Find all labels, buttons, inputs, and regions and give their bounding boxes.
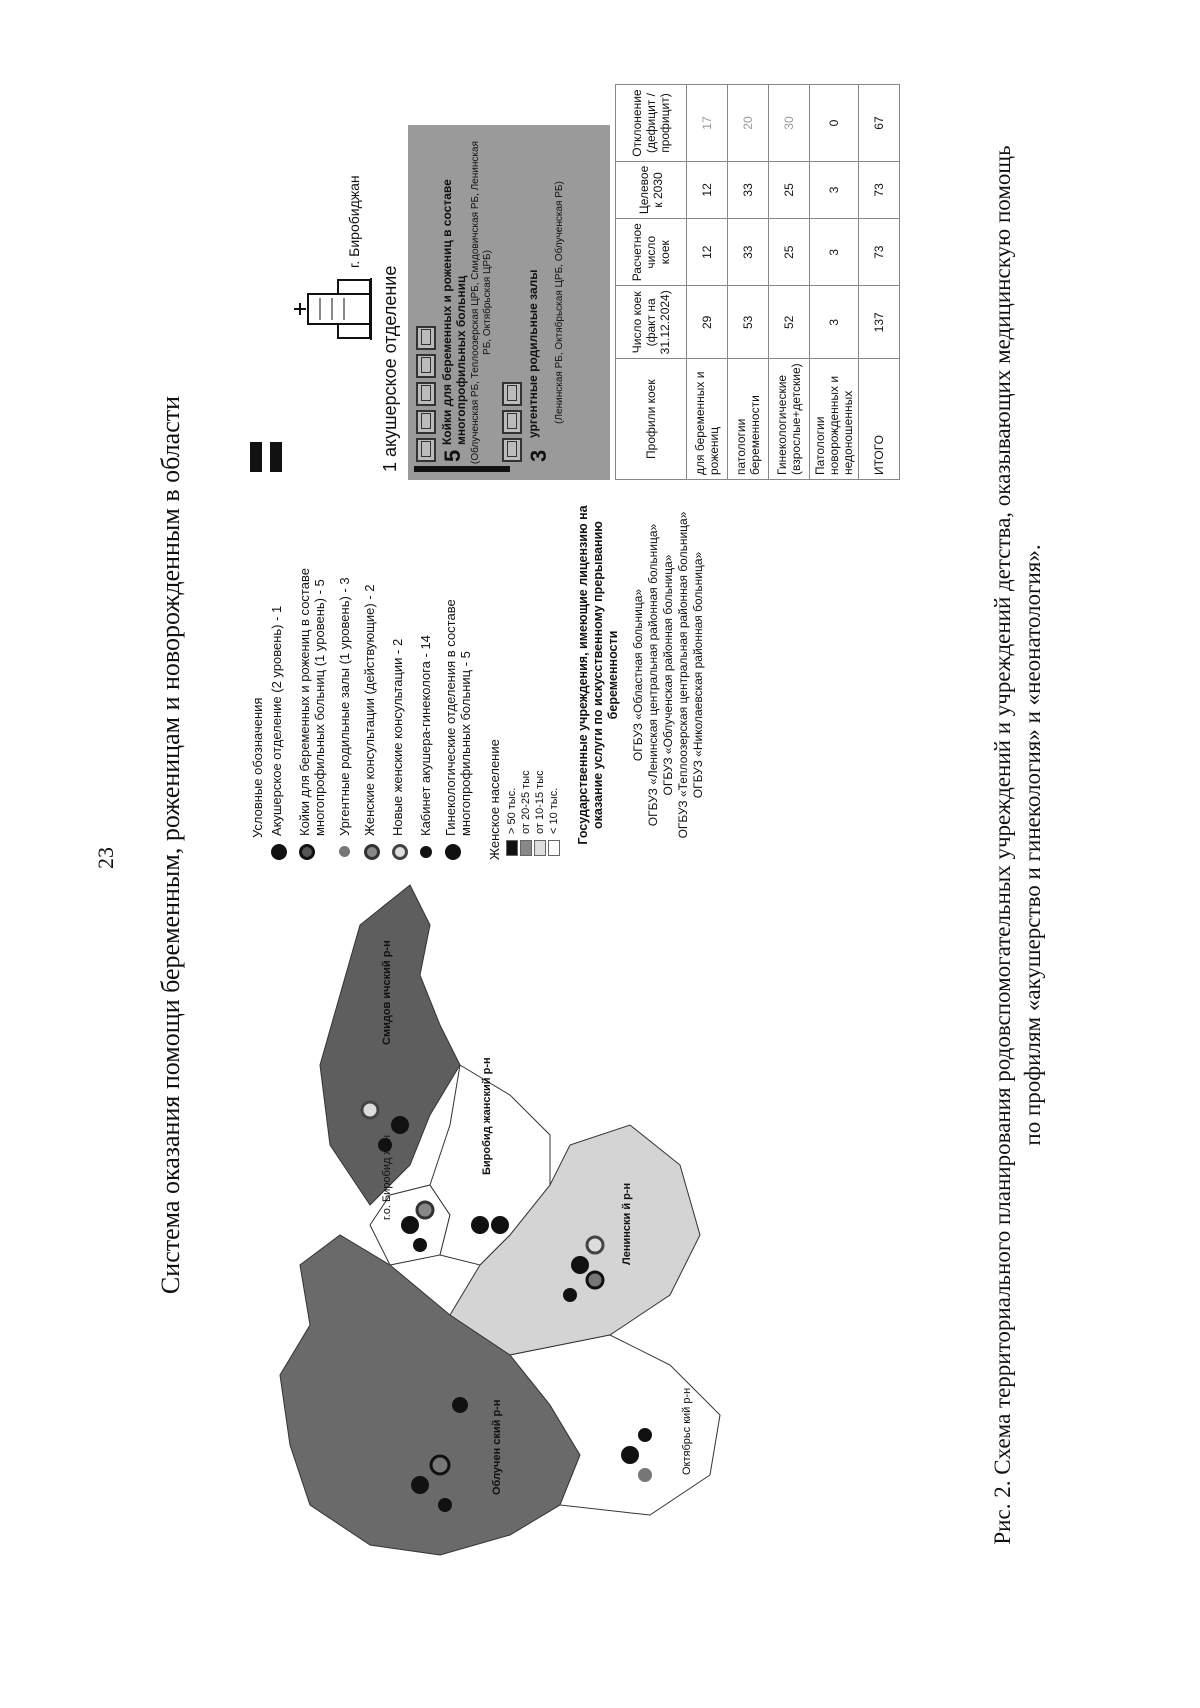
- facility-dot-icon: [621, 1446, 639, 1464]
- swatch-icon: [506, 840, 518, 856]
- legend-item: [362, 490, 380, 860]
- table-row: [859, 85, 900, 480]
- bed-icon: [502, 438, 522, 462]
- district-label: Смидов ичский р-н: [381, 940, 393, 1045]
- facility-dot-icon: [411, 1476, 429, 1494]
- table-cell: 67: [859, 85, 900, 161]
- swatch-icon: [548, 840, 560, 856]
- hospital-item: ОГБУЗ «Ленинская центральная районная больница»: [646, 523, 660, 827]
- facility-dot-icon: [491, 1216, 509, 1234]
- table-cell: 3: [810, 286, 859, 359]
- table-header-row: [616, 85, 687, 480]
- population-item: [506, 490, 518, 856]
- population-item: [548, 490, 560, 856]
- table-cell: 25: [769, 219, 810, 286]
- population-item: [520, 490, 532, 856]
- table-cell: 73: [859, 219, 900, 286]
- beds-table: [615, 84, 900, 480]
- bed-icon: [416, 410, 436, 434]
- figure-caption: Рис. 2. Схема территориального планирования родовспомогательных учреждений и учреждений детства, оказывающих медицинскую помощь по профилям «акушерство и гинекология» и «неонатология».: [990, 145, 1045, 1545]
- bed-icon: [416, 354, 436, 378]
- legend-item-text: Женские консультации (действующие) - 2: [362, 584, 377, 836]
- table-header: Целевое к 2030: [616, 161, 687, 218]
- table-cell: Гинекологические (взрослые+детские): [769, 359, 810, 480]
- page-number: 23: [93, 847, 118, 869]
- map-legend: [250, 490, 706, 860]
- bed-icon: [416, 438, 436, 462]
- capacity-box: [408, 125, 610, 480]
- table-cell: 20: [728, 85, 769, 161]
- legend-item-text: Койки для беременных и рожениц в составе многопрофильных больниц (1 уровень) - 5: [297, 568, 327, 836]
- population-label: от 10-15 тыс: [534, 770, 546, 834]
- population-item: [534, 490, 546, 856]
- table-cell: 0: [810, 85, 859, 161]
- region-map: [250, 875, 770, 1565]
- bed-icon: [416, 382, 436, 406]
- obstetric-panel: [250, 125, 610, 480]
- facility-dot-icon: [471, 1216, 489, 1234]
- table-header: Профили коек: [616, 359, 687, 480]
- speck-dot-icon: [339, 846, 350, 857]
- swatch-icon: [534, 840, 546, 856]
- dark-dot-icon: [299, 844, 315, 860]
- hospital-item: ОГБУЗ «Теплоозерская центральная районная больница»: [676, 511, 690, 839]
- table-cell: 17: [687, 85, 728, 161]
- light-ring-icon: [392, 844, 408, 860]
- facility-dot-icon: [431, 1456, 449, 1474]
- small-black-dot-icon: [420, 846, 432, 858]
- legend-item: [418, 490, 433, 860]
- legend-item-text: Акушерское отделение (2 уровень) - 1: [269, 605, 284, 836]
- population-label: от 20-25 тыс: [520, 770, 532, 834]
- table-row: [769, 85, 810, 480]
- bed-icon: [416, 326, 436, 350]
- table-cell: патологии беременности: [728, 359, 769, 480]
- district-label: Биробид жанский р-н: [481, 1057, 493, 1175]
- facility-dot-icon: [587, 1272, 603, 1288]
- black-dot-icon: [445, 844, 461, 860]
- beds-sub: (Облученская РБ, Теплоозерская ЦРБ, Смидовичская РБ, Ленинская РБ, Октябрьская ЦРБ): [470, 141, 493, 464]
- facility-dot-icon: [413, 1238, 427, 1252]
- table-header: Число коек (факт на 31.12.2024): [616, 286, 687, 359]
- bed-icon: [502, 382, 522, 406]
- legend-item: [390, 490, 408, 860]
- black-dot-icon: [271, 844, 287, 860]
- urgent-sub: (Ленинская РБ, Октябрьская ЦРБ, Облученская РБ): [554, 181, 565, 424]
- beds-row: [440, 135, 468, 470]
- legend-item: [337, 490, 352, 860]
- facility-dot-icon: [362, 1102, 378, 1118]
- facility-dot-icon: [401, 1216, 419, 1234]
- level-bar-icon: [414, 466, 510, 472]
- state-institutions-title: Государственные учреждения, имеющие лицензию на оказание услуги по искусственному прерыванию беременности: [576, 505, 620, 845]
- facility-dot-icon: [638, 1468, 652, 1482]
- bed-icon: [502, 410, 522, 434]
- hospital-item: ОГБУЗ «Николаевская районная больница»: [691, 551, 705, 799]
- facility-dot-icon: [438, 1498, 452, 1512]
- urgent-count: 3: [526, 449, 551, 462]
- table-row: [728, 85, 769, 480]
- facility-dot-icon: [571, 1256, 589, 1274]
- urgent-text: ургентные родильные залы: [526, 269, 540, 438]
- table-header: Расчетное число коек: [616, 219, 687, 286]
- level-bars-icon: [250, 442, 320, 472]
- legend-item-text: Гинекологические отделения в составе многопрофильных больниц - 5: [443, 599, 473, 836]
- table-cell: 12: [687, 219, 728, 286]
- map-svg: [250, 875, 770, 1565]
- hospital-building-icon: [294, 278, 372, 340]
- legend-heading: Условные обозначения: [250, 697, 265, 838]
- beds-count: 5: [440, 449, 465, 462]
- rotated-figure: [150, 89, 1050, 1595]
- table-header: Отклонение (дефицит / профицит): [616, 85, 687, 161]
- bed-icons: [416, 135, 436, 462]
- legend-item: [269, 490, 287, 860]
- facility-dot-icon: [391, 1116, 409, 1134]
- obstetric-label: 1 акушерское отделение: [380, 265, 400, 472]
- facility-dot-icon: [587, 1237, 603, 1253]
- population-label: < 10 тыс.: [548, 787, 560, 834]
- facility-dot-icon: [638, 1428, 652, 1442]
- delivery-room-icons: [502, 135, 522, 462]
- table-cell: 25: [769, 161, 810, 218]
- table-cell: 29: [687, 286, 728, 359]
- table-cell: 30: [769, 85, 810, 161]
- table-cell: Патологии новорожденных и недоношенных: [810, 359, 859, 480]
- urgent-row: [526, 135, 552, 470]
- table-cell: 3: [810, 161, 859, 218]
- district-label: Ленински й р-н: [621, 1182, 633, 1265]
- district-label: Октябрьс кий р-н: [681, 1387, 693, 1475]
- district-label: г.о. Биробид жан: [381, 1134, 393, 1220]
- legend-item-text: Ургентные родильные залы (1 уровень) - 3: [337, 577, 352, 836]
- legend-item-text: Новые женские консультации - 2: [390, 638, 405, 836]
- district-label: Облучен ский р-н: [491, 1399, 503, 1495]
- table-cell: 137: [859, 286, 900, 359]
- city-label: г. Биробиджан: [346, 175, 362, 268]
- legend-item: [297, 490, 327, 860]
- legend-item-text: Кабинет акушера-гинеколога - 14: [418, 635, 433, 836]
- figure-title: Система оказания помощи беременным, роженицам и новорожденным в области: [156, 395, 185, 1295]
- grey-ring-icon: [364, 844, 380, 860]
- table-cell: 73: [859, 161, 900, 218]
- table-row: [810, 85, 859, 480]
- table-cell: ИТОГО: [859, 359, 900, 480]
- beds-text: Койки для беременных и рожениц в составе многопрофильных больниц: [440, 179, 468, 446]
- swatch-icon: [520, 840, 532, 856]
- obstetric-header: [250, 125, 408, 480]
- table-cell: 12: [687, 161, 728, 218]
- facility-dot-icon: [417, 1202, 433, 1218]
- hospital-item: ОГБУЗ «Областная больница»: [631, 588, 645, 762]
- legend-item: [443, 490, 473, 860]
- table-cell: для беременных и рожениц: [687, 359, 728, 480]
- facility-dot-icon: [563, 1288, 577, 1302]
- population-title: Женское население: [487, 739, 502, 860]
- table-cell: 33: [728, 161, 769, 218]
- population-label: > 50 тыс.: [506, 787, 518, 834]
- table-row: [687, 85, 728, 480]
- facility-dot-icon: [452, 1397, 468, 1413]
- table-cell: 3: [810, 219, 859, 286]
- table-cell: 33: [728, 219, 769, 286]
- hospital-item: ОГБУЗ «Облученская районная больница»: [661, 554, 675, 796]
- table-cell: 53: [728, 286, 769, 359]
- table-cell: 52: [769, 286, 810, 359]
